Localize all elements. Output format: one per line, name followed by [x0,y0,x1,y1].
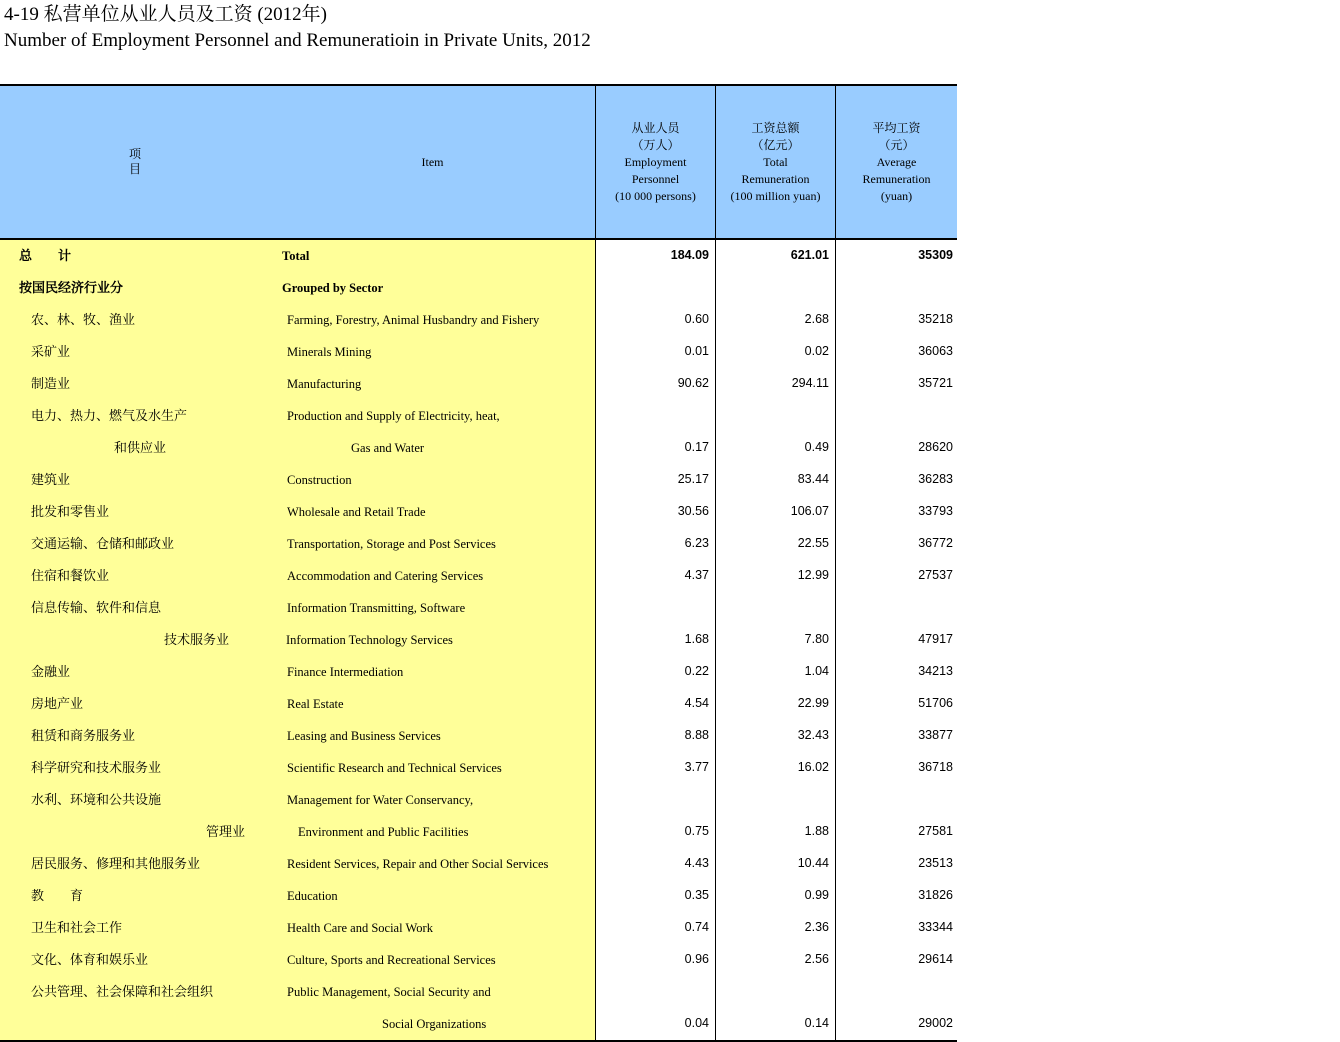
row-employment-value [596,400,716,432]
row-item-english: Transportation, Storage and Post Services [270,528,596,560]
header-average-line: （元） [878,137,915,152]
row-employment-value [596,592,716,624]
row-remuneration-value: 1.04 [716,656,836,688]
table-row [0,912,957,944]
row-remuneration-value: 2.36 [716,912,836,944]
row-remuneration-value [716,976,836,1008]
row-average-value: 33877 [918,728,953,742]
table-header [0,86,957,240]
row-employment-value [596,784,716,816]
row-item-english: Grouped by Sector [270,272,596,304]
row-remuneration-value [716,592,836,624]
row-remuneration-value: 106.07 [716,496,836,528]
row-item-chinese: 总 计 [0,240,270,272]
row-item-english: Wholesale and Retail Trade [270,496,596,528]
row-item-english: Construction [270,464,596,496]
row-remuneration-value: 0.99 [716,880,836,912]
header-employment-line: 从业人员 [631,120,680,135]
row-employment-value: 0.22 [596,656,716,688]
header-average-line: (yuan) [880,188,913,203]
header-remuneration-line: Remuneration [741,171,810,186]
row-remuneration-value: 0.02 [716,336,836,368]
row-item-english: Culture, Sports and Recreational Services [270,944,596,976]
row-item-english: Public Management, Social Security and [270,976,596,1008]
row-remuneration-value: 12.99 [716,560,836,592]
row-employment-value: 0.35 [596,880,716,912]
table-row [0,656,957,688]
table-row [0,944,957,976]
row-average-value [836,784,957,816]
row-employment-value: 1.68 [596,624,716,656]
header-employment-line: (10 000 persons) [615,188,696,203]
table-row [0,784,957,816]
row-item-chinese: 管理业 [0,816,270,848]
row-remuneration-value [716,272,836,304]
table-row [0,1008,957,1040]
row-item-chinese: 技术服务业 [0,624,270,656]
row-remuneration-value: 0.49 [716,432,836,464]
row-average-value: 36283 [918,472,953,486]
header-remuneration-line: Total [763,154,788,169]
row-employment-value: 6.23 [596,528,716,560]
row-average-value: 34213 [918,664,953,678]
row-average-value [836,976,957,1008]
row-employment-value [596,272,716,304]
row-average-value: 36718 [918,760,953,774]
table-row [0,432,957,464]
row-item-chinese: 交通运输、仓储和邮政业 [0,528,270,560]
row-average-value: 33344 [918,920,953,934]
row-employment-value: 25.17 [596,464,716,496]
table-row [0,592,957,624]
row-employment-value: 0.60 [596,304,716,336]
row-average-value: 29614 [918,952,953,966]
row-remuneration-value [716,784,836,816]
header-average-line: Remuneration [862,171,931,186]
row-item-english: Information Transmitting, Software [270,592,596,624]
row-item-chinese: 采矿业 [0,336,270,368]
row-item-english: Leasing and Business Services [270,720,596,752]
row-item-english: Resident Services, Repair and Other Social Services [270,848,596,880]
row-item-english: Production and Supply of Electricity, heat, [270,400,596,432]
row-item-chinese: 卫生和社会工作 [0,912,270,944]
row-average-value: 47917 [918,632,953,646]
table-row [0,240,957,272]
header-average-line: 平均工资 [872,120,921,135]
row-item-chinese: 制造业 [0,368,270,400]
table-title-chinese: 4-19 私营单位从业人员及工资 (2012年) [4,4,327,25]
row-item-chinese: 房地产业 [0,688,270,720]
row-average-value: 33793 [918,504,953,518]
row-remuneration-value: 16.02 [716,752,836,784]
row-item-chinese: 电力、热力、燃气及水生产 [0,400,270,432]
row-remuneration-value: 2.56 [716,944,836,976]
header-remuneration-line: (100 million yuan) [730,188,821,203]
row-remuneration-value: 294.11 [716,368,836,400]
row-item-chinese: 批发和零售业 [0,496,270,528]
row-item-chinese: 农、林、牧、渔业 [0,304,270,336]
row-item-english: Accommodation and Catering Services [270,560,596,592]
row-employment-value: 0.01 [596,336,716,368]
row-employment-value: 0.75 [596,816,716,848]
row-average-value: 27581 [918,824,953,838]
table-row [0,400,957,432]
table-row [0,368,957,400]
row-item-english: Finance Intermediation [270,656,596,688]
row-average-value: 35309 [918,248,953,262]
row-average-value [836,272,957,304]
row-item-chinese: 租赁和商务服务业 [0,720,270,752]
header-employment-line: Employment [624,154,687,169]
header-average-line: Average [876,154,917,169]
header-employment-line: Personnel [631,171,680,186]
row-average-value: 51706 [918,696,953,710]
row-employment-value: 4.43 [596,848,716,880]
header-item-english [270,86,596,238]
row-employment-value: 3.77 [596,752,716,784]
row-item-english: Real Estate [270,688,596,720]
row-item-chinese: 教 育 [0,880,270,912]
row-average-value: 35721 [918,376,953,390]
table-title-english: Number of Employment Personnel and Remuneratioin in Private Units, 2012 [4,30,591,51]
table-row [0,848,957,880]
row-remuneration-value: 10.44 [716,848,836,880]
table-row [0,752,957,784]
table-row [0,304,957,336]
row-employment-value: 0.74 [596,912,716,944]
row-average-value: 31826 [918,888,953,902]
row-item-chinese: 公共管理、社会保障和社会组织 [0,976,270,1008]
row-item-english: Manufacturing [270,368,596,400]
header-item-english-label: Item [421,154,444,169]
row-employment-value: 4.37 [596,560,716,592]
table-row [0,272,957,304]
row-item-english: Total [270,240,596,272]
row-item-english: Management for Water Conservancy, [270,784,596,816]
row-remuneration-value: 0.14 [716,1008,836,1040]
row-average-value: 35218 [918,312,953,326]
table-row [0,496,957,528]
row-remuneration-value: 2.68 [716,304,836,336]
row-item-chinese: 信息传输、软件和信息 [0,592,270,624]
row-average-value: 28620 [918,440,953,454]
row-item-english: Information Technology Services [270,624,596,656]
row-item-english: Farming, Forestry, Animal Husbandry and Fishery [270,304,596,336]
row-employment-value: 0.96 [596,944,716,976]
row-item-chinese: 文化、体育和娱乐业 [0,944,270,976]
header-employment-line: （万人） [631,137,680,152]
row-remuneration-value: 83.44 [716,464,836,496]
row-remuneration-value: 7.80 [716,624,836,656]
table-row [0,880,957,912]
row-employment-value: 8.88 [596,720,716,752]
table-row [0,624,957,656]
row-item-chinese: 金融业 [0,656,270,688]
row-item-english: Social Organizations [270,1008,596,1040]
header-item-chinese [0,86,270,238]
row-remuneration-value: 621.01 [716,240,836,272]
table-row [0,976,957,1008]
table-row [0,528,957,560]
row-average-value: 27537 [918,568,953,582]
row-employment-value: 4.54 [596,688,716,720]
header-remuneration-line: 工资总额 [751,120,800,135]
row-average-value: 23513 [918,856,953,870]
statistics-table [0,84,957,1042]
row-employment-value: 0.17 [596,432,716,464]
row-item-chinese: 科学研究和技术服务业 [0,752,270,784]
row-item-chinese: 建筑业 [0,464,270,496]
row-remuneration-value [716,400,836,432]
row-remuneration-value: 22.55 [716,528,836,560]
header-employment [596,86,716,238]
row-remuneration-value: 32.43 [716,720,836,752]
row-item-english: Education [270,880,596,912]
header-item-chinese-label: 项目 [128,147,141,176]
row-employment-value: 0.04 [596,1008,716,1040]
row-remuneration-value: 1.88 [716,816,836,848]
table-row [0,720,957,752]
row-item-chinese: 水利、环境和公共设施 [0,784,270,816]
row-employment-value [596,976,716,1008]
table-body [0,240,957,1040]
row-remuneration-value: 22.99 [716,688,836,720]
table-row [0,464,957,496]
row-item-chinese [0,1008,270,1040]
header-average-remuneration [836,86,957,238]
row-average-value [836,592,957,624]
row-item-chinese: 按国民经济行业分 [0,272,270,304]
row-average-value: 36772 [918,536,953,550]
table-row [0,336,957,368]
header-total-remuneration [716,86,836,238]
row-item-english: Gas and Water [270,432,596,464]
row-average-value [836,400,957,432]
row-average-value: 36063 [918,344,953,358]
row-item-english: Scientific Research and Technical Services [270,752,596,784]
row-item-chinese: 居民服务、修理和其他服务业 [0,848,270,880]
row-employment-value: 184.09 [596,240,716,272]
row-item-chinese: 住宿和餐饮业 [0,560,270,592]
row-employment-value: 30.56 [596,496,716,528]
row-item-chinese: 和供应业 [0,432,270,464]
header-remuneration-line: （亿元） [751,137,800,152]
row-average-value: 29002 [918,1016,953,1030]
row-item-english: Environment and Public Facilities [270,816,596,848]
table-row [0,560,957,592]
table-row [0,816,957,848]
table-row [0,688,957,720]
row-item-english: Health Care and Social Work [270,912,596,944]
row-item-english: Minerals Mining [270,336,596,368]
row-employment-value: 90.62 [596,368,716,400]
